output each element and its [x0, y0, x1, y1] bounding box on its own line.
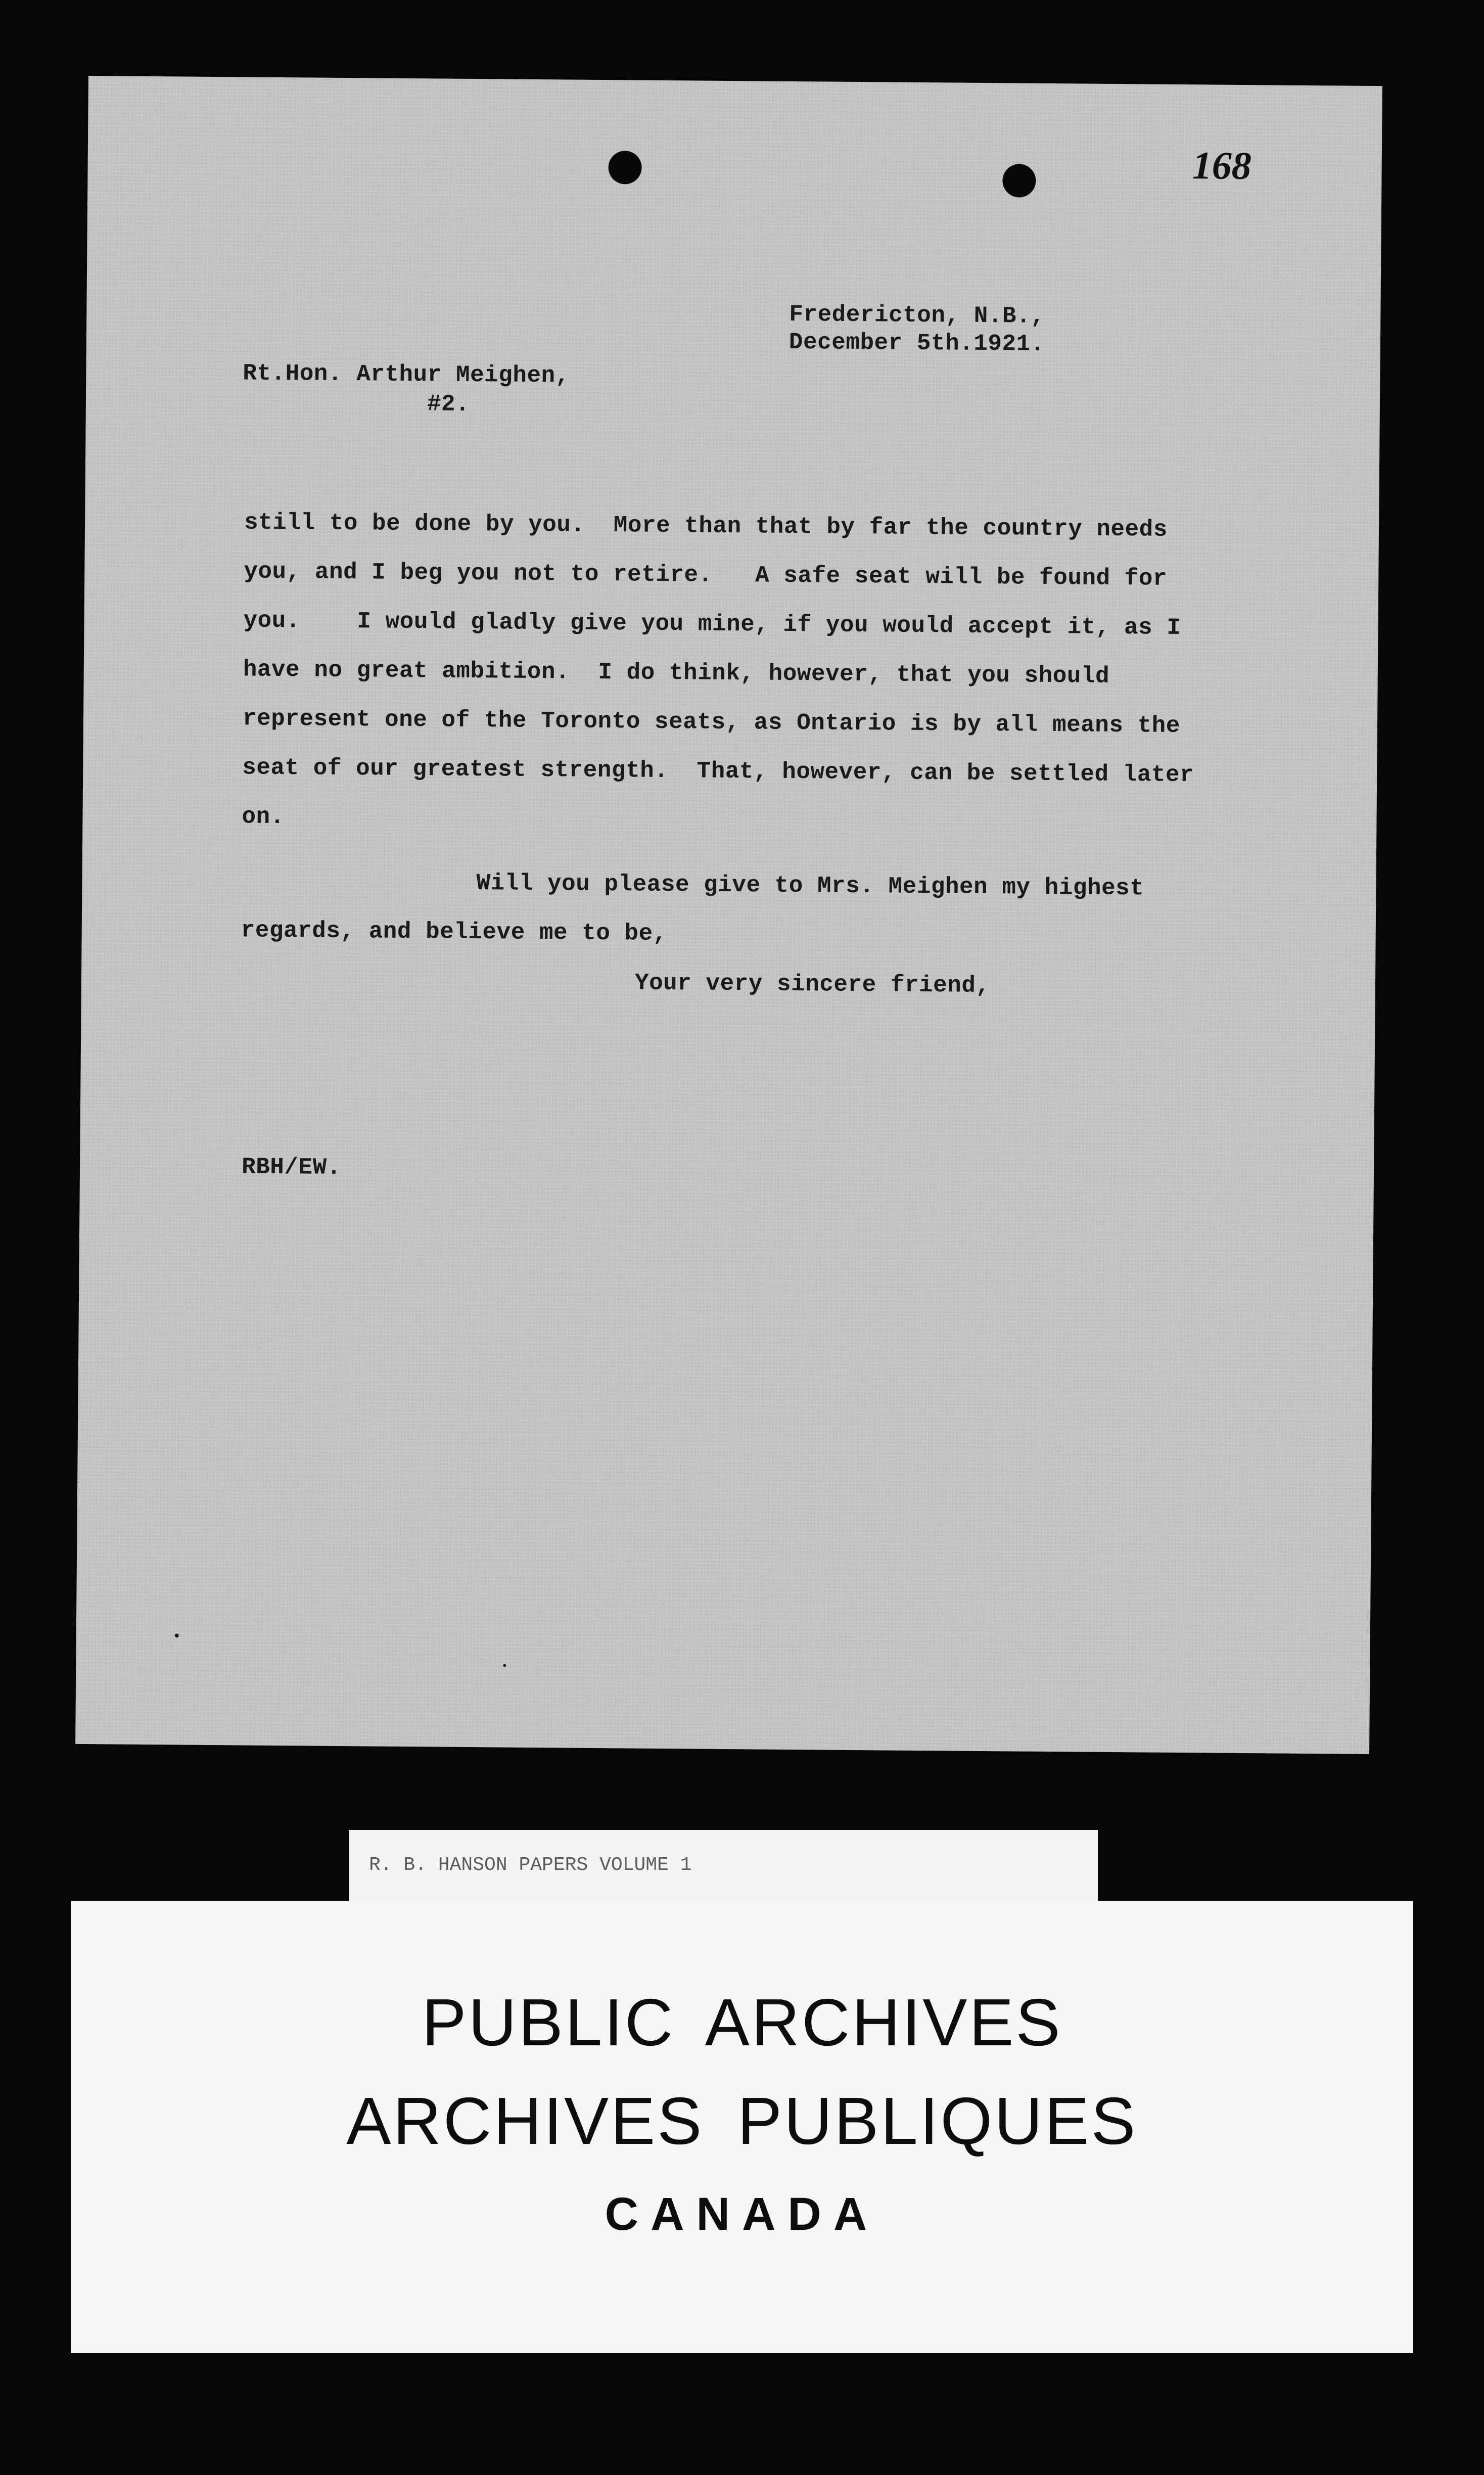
ink-speck	[175, 1633, 179, 1637]
punch-hole-left	[608, 151, 642, 185]
body-line: still to be done by you. More than that by far the country needs	[244, 509, 1168, 543]
body-line: you, and I beg you not to retire. A safe seat will be found for	[244, 558, 1168, 592]
archive-title-english: PUBLIC ARCHIVES	[422, 1985, 1062, 2059]
archive-card	[71, 1901, 1413, 2353]
letter-addressee: Rt.Hon. Arthur Meighen,	[243, 360, 570, 389]
body-line: on.	[242, 803, 285, 831]
letter-sheet	[75, 76, 1382, 1754]
typist-initials: RBH/EW.	[241, 1154, 341, 1181]
archive-country: CANADA	[605, 2188, 879, 2240]
letter-date: December 5th.1921.	[789, 329, 1045, 357]
punch-hole-right	[1002, 164, 1036, 198]
letter-place: Fredericton, N.B.,	[789, 301, 1045, 330]
archive-title-french: ARCHIVES PUBLIQUES	[346, 2084, 1138, 2158]
body-line: represent one of the Toronto seats, as Ontario is by all means the	[242, 705, 1181, 740]
closing-line: Will you please give to Mrs. Meighen my highest	[476, 870, 1144, 902]
letter-page-ref: #2.	[427, 391, 470, 418]
ink-speck	[503, 1664, 506, 1667]
closing-line: regards, and believe me to be,	[241, 917, 668, 947]
page-number: 168	[1192, 143, 1252, 188]
body-line: you. I would gladly give you mine, if you would accept it, as I	[243, 607, 1181, 641]
sign-off: Your very sincere friend,	[634, 970, 990, 999]
body-line: have no great ambition. I do think, however, that you should	[243, 656, 1110, 690]
volume-label: R. B. HANSON PAPERS VOLUME 1	[349, 1830, 1098, 1906]
body-line: seat of our greatest strength. That, however, can be settled later	[242, 754, 1194, 789]
